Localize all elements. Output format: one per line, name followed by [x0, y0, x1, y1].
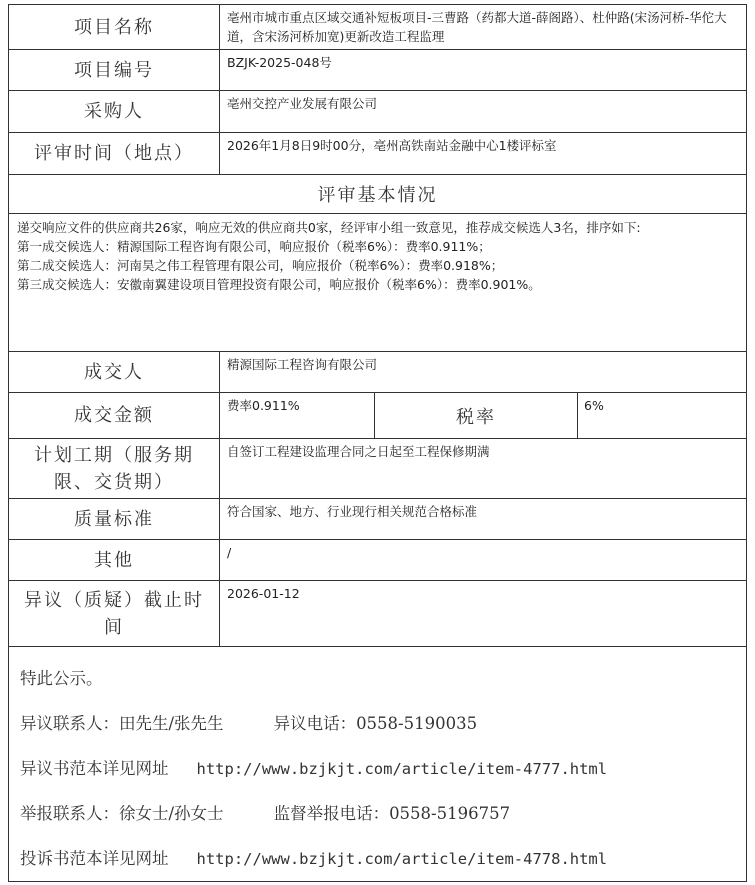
value-quality: 符合国家、地方、行业现行相关规范合格标准 — [227, 504, 478, 519]
label-winner: 成交人 — [9, 352, 220, 392]
value-winner: 精源国际工程咨询有限公司 — [227, 357, 378, 372]
row-project-name — [9, 5, 746, 50]
row-purchaser — [9, 91, 746, 133]
report-contact-line — [20, 800, 510, 824]
row-project-no — [9, 50, 746, 91]
value-amount: 费率0.911% — [221, 393, 375, 438]
objection-template-line — [20, 755, 607, 779]
label-project-name: 项目名称 — [9, 5, 220, 49]
complaint-template-label: 投诉书范本详见网址 — [20, 849, 169, 868]
review-section-title: 评审基本情况 — [317, 185, 438, 206]
value-tax: 6% — [584, 398, 604, 413]
objection-contact-names: 田先生/张先生 — [119, 714, 224, 733]
objection-template-label: 异议书范本详见网址 — [20, 759, 169, 778]
label-objection-deadline: 异议（质疑）截止时间 — [9, 581, 220, 646]
objection-phone-label: 异议电话： — [273, 714, 357, 733]
label-tax: 税率 — [375, 393, 578, 438]
value-project-name: 亳州市城市重点区域交通补短板项目-三曹路（药都大道-薛阁路）、杜仲路(宋汤河桥-华佗大道，含宋汤河桥加宽)更新改造工程监理 — [227, 10, 727, 44]
result-table — [8, 4, 747, 882]
objection-phone: 0558-5190035 — [356, 714, 478, 733]
complaint-template-link[interactable]: http://www.bzjkjt.com/article/item-4778.html — [196, 850, 608, 868]
value-objection-deadline: 2026-01-12 — [227, 586, 300, 601]
value-other: / — [227, 545, 232, 560]
report-phone: 0558-5196757 — [389, 804, 511, 823]
summary-line: 第三成交候选人：安徽南翼建设项目管理投资有限公司，响应报价（税率6%）：费率0.901%。 — [17, 277, 541, 292]
objection-contact-line — [20, 710, 477, 734]
row-quality — [9, 499, 746, 540]
row-objection-deadline — [9, 581, 746, 647]
label-other: 其他 — [9, 540, 220, 580]
value-period: 自签订工程建设监理合同之日起至工程保修期满 — [227, 444, 490, 459]
row-winner — [9, 352, 746, 393]
announce-text: 特此公示。 — [20, 669, 103, 688]
row-amount — [9, 393, 746, 439]
value-project-no: BZJK-2025-048号 — [227, 55, 332, 70]
row-other — [9, 540, 746, 581]
row-review-summary — [9, 214, 746, 352]
summary-line: 递交响应文件的供应商共26家，响应无效的供应商共0家，经评审小组一致意见，推荐成交候选人3名，排序如下: — [17, 220, 641, 235]
row-period — [9, 439, 746, 499]
row-review-time — [9, 133, 746, 175]
complaint-template-line — [20, 845, 607, 869]
label-project-no: 项目编号 — [9, 50, 220, 90]
value-purchaser: 亳州交控产业发展有限公司 — [227, 96, 378, 111]
report-phone-label: 监督举报电话： — [273, 804, 390, 823]
objection-contact-label: 异议联系人： — [20, 714, 119, 733]
review-summary — [9, 214, 746, 351]
label-quality: 质量标准 — [9, 499, 220, 539]
summary-line: 第一成交候选人：精源国际工程咨询有限公司，响应报价（税率6%）：费率0.911%； — [17, 239, 491, 254]
report-contact-label: 举报联系人： — [20, 804, 119, 823]
report-contact-names: 徐女士/孙女士 — [119, 804, 224, 823]
label-amount: 成交金额 — [9, 393, 220, 438]
label-purchaser: 采购人 — [9, 91, 220, 132]
objection-template-link[interactable]: http://www.bzjkjt.com/article/item-4777.html — [196, 760, 608, 778]
label-review-time: 评审时间（地点） — [9, 133, 220, 174]
summary-line: 第二成交候选人：河南昊之伟工程管理有限公司，响应报价（税率6%）：费率0.918%； — [17, 258, 504, 273]
label-period: 计划工期（服务期限、交货期） — [9, 439, 220, 498]
value-review-time: 2026年1月8日9时00分，亳州高铁南站金融中心1楼评标室 — [227, 138, 557, 153]
row-review-title — [9, 175, 746, 214]
